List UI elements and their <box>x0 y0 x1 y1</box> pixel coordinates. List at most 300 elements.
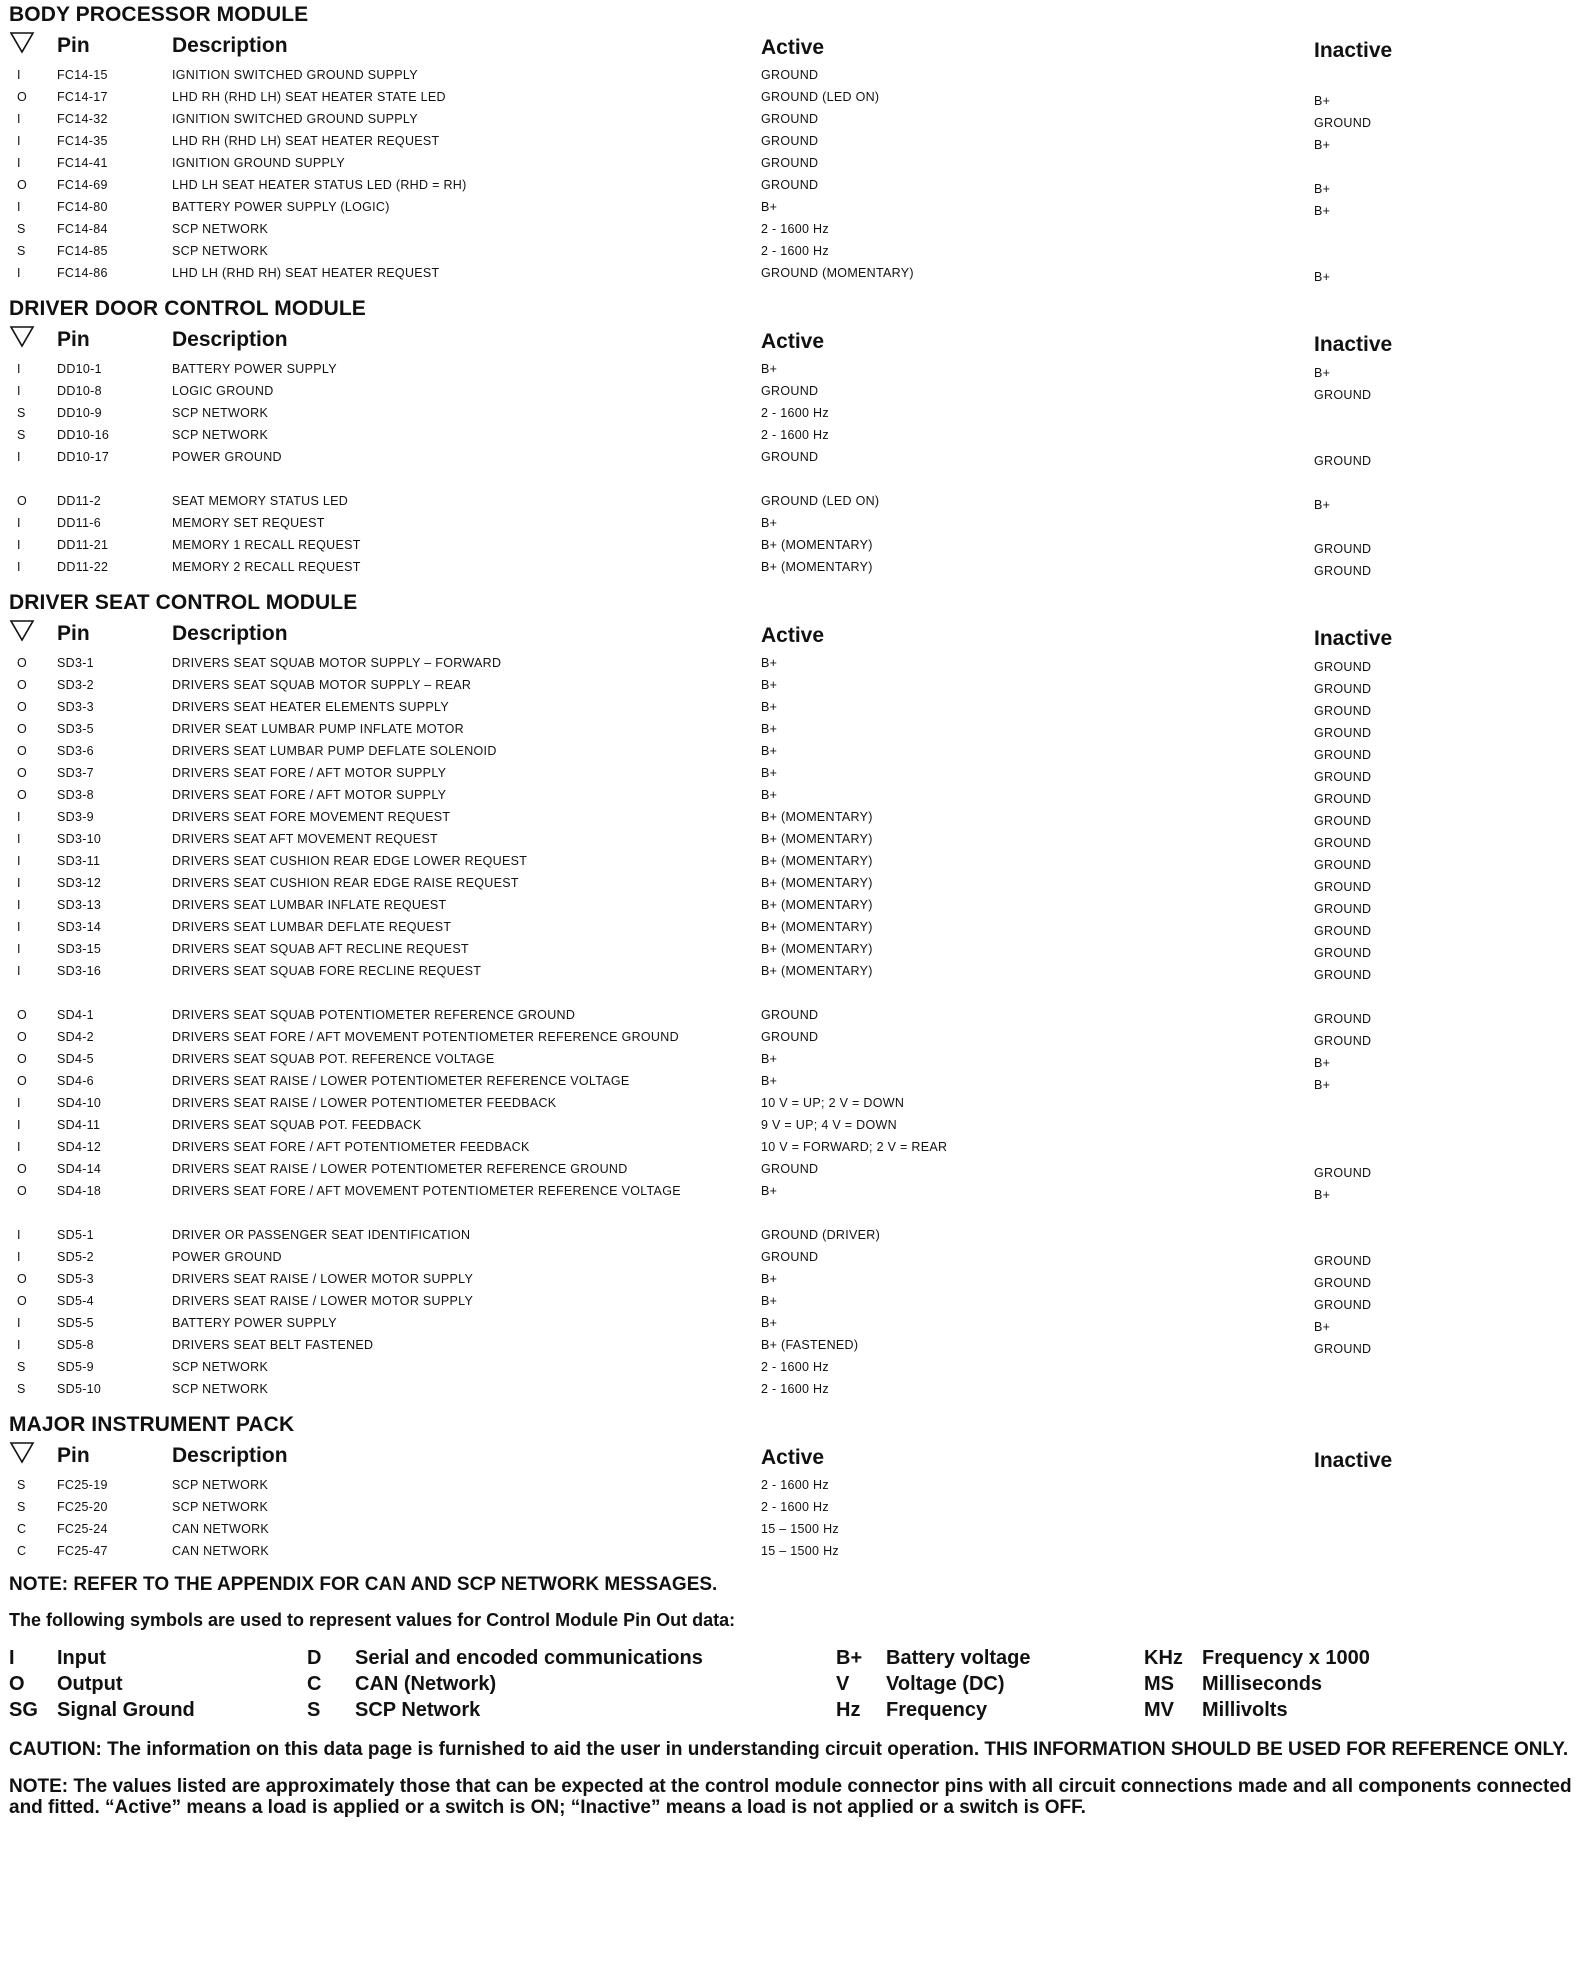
active-value: B+ (MOMENTARY) <box>761 560 873 574</box>
active-value: B+ <box>761 1316 778 1330</box>
table-row <box>9 916 1575 938</box>
legend-meaning: Milliseconds <box>1202 1673 1323 1695</box>
pin-description: DRIVERS SEAT FORE / AFT MOVEMENT POTENTIOMETER REFERENCE GROUND <box>172 1030 679 1044</box>
header-pin: Pin <box>57 328 90 351</box>
io-type: S <box>17 1382 26 1396</box>
module-section <box>9 588 1575 1400</box>
legend-symbol: I <box>9 1647 15 1669</box>
pin-id: FC14-80 <box>57 200 108 214</box>
table-row <box>9 402 1575 424</box>
pin-description: SCP NETWORK <box>172 244 269 258</box>
pin-id: SD3-16 <box>57 964 102 978</box>
pin-description: IGNITION GROUND SUPPLY <box>172 156 346 170</box>
pin-id: SD4-11 <box>57 1118 101 1132</box>
active-value: B+ <box>761 1052 778 1066</box>
io-type: I <box>17 266 21 280</box>
pin-description: DRIVERS SEAT SQUAB POT. REFERENCE VOLTAGE <box>172 1052 495 1066</box>
legend-item <box>9 1645 106 1671</box>
pin-description: DRIVERS SEAT FORE / AFT MOTOR SUPPLY <box>172 766 447 780</box>
io-type: I <box>17 854 21 868</box>
pin-description: MEMORY SET REQUEST <box>172 516 325 530</box>
pin-description: DRIVERS SEAT FORE / AFT POTENTIOMETER FEEDBACK <box>172 1140 530 1154</box>
table-row <box>9 872 1575 894</box>
header-pin: Pin <box>57 34 90 57</box>
active-value: B+ (MOMENTARY) <box>761 876 873 890</box>
legend-symbol: O <box>9 1673 25 1695</box>
legend-meaning: Frequency x 1000 <box>1202 1647 1370 1669</box>
active-value: 2 - 1600 Hz <box>761 428 829 442</box>
header-pin: Pin <box>57 1444 90 1467</box>
active-value: 2 - 1600 Hz <box>761 222 829 236</box>
table-row <box>9 1092 1575 1114</box>
pin-table <box>9 652 1575 1400</box>
inactive-value: B+ <box>1314 1056 1331 1070</box>
active-value: GROUND <box>761 156 819 170</box>
active-value: 9 V = UP; 4 V = DOWN <box>761 1118 897 1132</box>
legend-item <box>836 1697 987 1723</box>
active-value: B+ (MOMENTARY) <box>761 964 873 978</box>
pin-id: FC14-15 <box>57 68 108 82</box>
pin-table <box>9 1474 1575 1562</box>
active-value: B+ (MOMENTARY) <box>761 538 873 552</box>
pin-description: POWER GROUND <box>172 450 282 464</box>
legend-item <box>1144 1645 1370 1671</box>
pin-description: SCP NETWORK <box>172 1360 269 1374</box>
active-value: 2 - 1600 Hz <box>761 1382 829 1396</box>
pin-id: SD3-14 <box>57 920 102 934</box>
pin-description: DRIVERS SEAT RAISE / LOWER POTENTIOMETER REFERENCE GROUND <box>172 1162 628 1176</box>
active-value: B+ (MOMENTARY) <box>761 832 873 846</box>
table-row <box>9 784 1575 806</box>
legend-symbol: KHz <box>1144 1647 1183 1669</box>
io-type: O <box>17 1030 28 1044</box>
pin-description: DRIVERS SEAT AFT MOVEMENT REQUEST <box>172 832 438 846</box>
pin-description: POWER GROUND <box>172 1250 282 1264</box>
inactive-value: B+ <box>1314 94 1331 108</box>
legend-item <box>836 1671 1005 1697</box>
caution-text: CAUTION: The information on this data page is furnished to aid the user in understanding circuit operation. THIS INFORMATION SHOULD BE USED FOR REFERENCE ONLY. <box>9 1739 1569 1760</box>
pin-id: FC14-85 <box>57 244 108 258</box>
table-row <box>9 894 1575 916</box>
active-value: 10 V = FORWARD; 2 V = REAR <box>761 1140 948 1154</box>
inactive-value: GROUND <box>1314 1254 1372 1268</box>
pin-id: SD5-10 <box>57 1382 102 1396</box>
table-row <box>9 130 1575 152</box>
table-row <box>9 240 1575 262</box>
io-type: I <box>17 156 21 170</box>
io-type: O <box>17 678 28 692</box>
pin-description: BATTERY POWER SUPPLY <box>172 362 337 376</box>
pin-id: FC25-47 <box>57 1544 108 1558</box>
pin-id: SD3-1 <box>57 656 94 670</box>
table-row <box>9 534 1575 556</box>
active-value: 2 - 1600 Hz <box>761 1360 829 1374</box>
pin-id: FC25-20 <box>57 1500 108 1514</box>
module-title: BODY PROCESSOR MODULE <box>9 3 309 26</box>
pin-description: LHD LH SEAT HEATER STATUS LED (RHD = RH) <box>172 178 467 192</box>
pin-id: DD11-6 <box>57 516 101 530</box>
io-type: I <box>17 384 21 398</box>
legend-symbol: Hz <box>836 1699 861 1721</box>
pinout-page <box>9 0 1575 1818</box>
pin-table <box>9 358 1575 578</box>
pin-description: DRIVERS SEAT CUSHION REAR EDGE LOWER REQUEST <box>172 854 528 868</box>
inactive-value: GROUND <box>1314 1342 1372 1356</box>
io-type: I <box>17 450 21 464</box>
pin-description: LOGIC GROUND <box>172 384 274 398</box>
pin-id: FC25-19 <box>57 1478 108 1492</box>
pin-id: SD3-10 <box>57 832 102 846</box>
inactive-value: B+ <box>1314 204 1331 218</box>
pin-description: LHD LH (RHD RH) SEAT HEATER REQUEST <box>172 266 440 280</box>
pin-id: DD11-2 <box>57 494 101 508</box>
pin-description: DRIVER SEAT LUMBAR PUMP INFLATE MOTOR <box>172 722 464 736</box>
legend-meaning: Serial and encoded communications <box>355 1647 703 1669</box>
table-row <box>9 1312 1575 1334</box>
table-header <box>9 618 1575 652</box>
active-value: GROUND (LED ON) <box>761 494 880 508</box>
pin-description: BATTERY POWER SUPPLY <box>172 1316 337 1330</box>
legend-meaning: Output <box>57 1673 123 1695</box>
io-type: I <box>17 516 21 530</box>
pin-id: SD3-7 <box>57 766 94 780</box>
inactive-value: B+ <box>1314 182 1331 196</box>
pin-id: SD5-8 <box>57 1338 94 1352</box>
pin-description: SCP NETWORK <box>172 1382 269 1396</box>
pin-description: SCP NETWORK <box>172 1478 269 1492</box>
table-row <box>9 512 1575 534</box>
pin-description: DRIVERS SEAT HEATER ELEMENTS SUPPLY <box>172 700 450 714</box>
io-type: I <box>17 942 21 956</box>
active-value: B+ (MOMENTARY) <box>761 920 873 934</box>
table-row <box>9 86 1575 108</box>
pin-description: SCP NETWORK <box>172 406 269 420</box>
pin-id: SD3-5 <box>57 722 94 736</box>
active-value: B+ <box>761 744 778 758</box>
io-type: C <box>17 1522 27 1536</box>
active-value: B+ <box>761 1184 778 1198</box>
io-type: I <box>17 560 21 574</box>
active-value: 2 - 1600 Hz <box>761 406 829 420</box>
io-type: O <box>17 656 28 670</box>
pin-id: SD5-9 <box>57 1360 94 1374</box>
pin-description: IGNITION SWITCHED GROUND SUPPLY <box>172 68 418 82</box>
active-value: GROUND <box>761 1030 819 1044</box>
table-row <box>9 358 1575 380</box>
pin-description: DRIVERS SEAT RAISE / LOWER MOTOR SUPPLY <box>172 1272 474 1286</box>
inactive-value: B+ <box>1314 1188 1331 1202</box>
legend-item <box>307 1645 703 1671</box>
active-value: B+ <box>761 362 778 376</box>
io-type: I <box>17 898 21 912</box>
pin-id: SD3-9 <box>57 810 94 824</box>
inactive-value: B+ <box>1314 270 1331 284</box>
header-active: Active <box>761 330 825 353</box>
inactive-value: GROUND <box>1314 704 1372 718</box>
active-value: GROUND (DRIVER) <box>761 1228 881 1242</box>
table-row <box>9 1356 1575 1378</box>
table-row <box>9 1540 1575 1562</box>
io-type: O <box>17 1272 28 1286</box>
pin-id: SD4-10 <box>57 1096 102 1110</box>
inactive-value: GROUND <box>1314 726 1372 740</box>
table-row <box>9 262 1575 284</box>
pin-id: SD5-5 <box>57 1316 94 1330</box>
pin-id: DD10-16 <box>57 428 110 442</box>
pin-description: DRIVERS SEAT LUMBAR INFLATE REQUEST <box>172 898 447 912</box>
table-row <box>9 64 1575 86</box>
inactive-value: B+ <box>1314 366 1331 380</box>
pin-description: DRIVERS SEAT RAISE / LOWER POTENTIOMETER REFERENCE VOLTAGE <box>172 1074 630 1088</box>
table-row <box>9 828 1575 850</box>
pin-id: DD11-21 <box>57 538 109 552</box>
pin-description: BATTERY POWER SUPPLY (LOGIC) <box>172 200 390 214</box>
pin-description: CAN NETWORK <box>172 1544 270 1558</box>
io-type: I <box>17 1096 21 1110</box>
legend-symbol: MS <box>1144 1673 1174 1695</box>
io-type: S <box>17 222 26 236</box>
pin-id: DD10-17 <box>57 450 110 464</box>
sections-container <box>9 0 1575 1562</box>
pin-description: SEAT MEMORY STATUS LED <box>172 494 349 508</box>
pin-id: SD4-12 <box>57 1140 102 1154</box>
io-type: I <box>17 964 21 978</box>
legend-meaning: Signal Ground <box>57 1699 195 1721</box>
pin-description: DRIVERS SEAT SQUAB FORE RECLINE REQUEST <box>172 964 482 978</box>
table-row <box>9 938 1575 960</box>
pin-id: SD4-18 <box>57 1184 102 1198</box>
pin-description: DRIVERS SEAT FORE / AFT MOVEMENT POTENTIOMETER REFERENCE VOLTAGE <box>172 1184 681 1198</box>
io-type: S <box>17 1360 26 1374</box>
table-row <box>9 1268 1575 1290</box>
active-value: 10 V = UP; 2 V = DOWN <box>761 1096 905 1110</box>
header-inactive: Inactive <box>1314 333 1393 356</box>
inactive-value: GROUND <box>1314 880 1372 894</box>
active-value: B+ <box>761 656 778 670</box>
io-type: O <box>17 178 28 192</box>
io-type: I <box>17 200 21 214</box>
pin-description: DRIVERS SEAT FORE MOVEMENT REQUEST <box>172 810 451 824</box>
table-row <box>9 806 1575 828</box>
active-value: B+ (MOMENTARY) <box>761 854 873 868</box>
table-row <box>9 380 1575 402</box>
inactive-value: GROUND <box>1314 1276 1372 1290</box>
inactive-value: GROUND <box>1314 748 1372 762</box>
legend-item <box>9 1697 195 1723</box>
pin-id: SD5-2 <box>57 1250 94 1264</box>
legend-meaning: Frequency <box>886 1699 988 1721</box>
io-type: I <box>17 134 21 148</box>
table-row <box>9 1114 1575 1136</box>
pin-id: SD4-6 <box>57 1074 94 1088</box>
direction-triangle-icon <box>9 1440 35 1464</box>
inactive-value: GROUND <box>1314 946 1372 960</box>
io-type: S <box>17 244 26 258</box>
legend-item <box>836 1645 1031 1671</box>
inactive-value: GROUND <box>1314 660 1372 674</box>
io-type: O <box>17 766 28 780</box>
inactive-value: GROUND <box>1314 792 1372 806</box>
active-value: GROUND (MOMENTARY) <box>761 266 914 280</box>
active-value: 2 - 1600 Hz <box>761 1478 829 1492</box>
legend-symbol: B+ <box>836 1647 863 1669</box>
active-value: 2 - 1600 Hz <box>761 244 829 258</box>
header-description: Description <box>172 328 288 351</box>
pin-description: DRIVERS SEAT FORE / AFT MOTOR SUPPLY <box>172 788 447 802</box>
legend-item <box>9 1671 123 1697</box>
io-type: O <box>17 700 28 714</box>
header-description: Description <box>172 34 288 57</box>
active-value: B+ <box>761 200 778 214</box>
io-type: I <box>17 920 21 934</box>
inactive-value: GROUND <box>1314 388 1372 402</box>
active-value: GROUND <box>761 68 819 82</box>
table-row <box>9 762 1575 784</box>
pin-description: LHD RH (RHD LH) SEAT HEATER STATE LED <box>172 90 446 104</box>
pin-description: DRIVERS SEAT SQUAB MOTOR SUPPLY – FORWARD <box>172 656 502 670</box>
pin-table <box>9 64 1575 284</box>
pin-description: MEMORY 1 RECALL REQUEST <box>172 538 361 552</box>
io-type: C <box>17 1544 27 1558</box>
module-section <box>9 0 1575 284</box>
inactive-value: GROUND <box>1314 454 1372 468</box>
pin-id: SD4-5 <box>57 1052 94 1066</box>
legend-meaning: SCP Network <box>355 1699 481 1721</box>
io-type: I <box>17 1250 21 1264</box>
table-row <box>9 740 1575 762</box>
active-value: B+ <box>761 678 778 692</box>
header-description: Description <box>172 622 288 645</box>
module-title: DRIVER SEAT CONTROL MODULE <box>9 591 358 614</box>
pin-description: DRIVERS SEAT LUMBAR DEFLATE REQUEST <box>172 920 452 934</box>
table-row <box>9 490 1575 512</box>
io-type: I <box>17 1338 21 1352</box>
active-value: B+ (MOMENTARY) <box>761 898 873 912</box>
table-row <box>9 1224 1575 1246</box>
io-type: I <box>17 362 21 376</box>
pin-id: DD11-22 <box>57 560 109 574</box>
pin-description: DRIVERS SEAT SQUAB POT. FEEDBACK <box>172 1118 422 1132</box>
io-type: I <box>17 1228 21 1242</box>
pin-description: DRIVERS SEAT SQUAB MOTOR SUPPLY – REAR <box>172 678 472 692</box>
io-type: S <box>17 1478 26 1492</box>
table-row <box>9 1180 1575 1202</box>
header-active: Active <box>761 36 825 59</box>
io-type: I <box>17 112 21 126</box>
group-spacer <box>9 1202 1575 1224</box>
io-type: O <box>17 722 28 736</box>
values-note: NOTE: The values listed are approximately those that can be expected at the control module connector pins with all circuit connections made and all components connected and fitted. “Active” means a load is applied or a switch is ON; “Inactive” means a load is not applied or a switch is OFF. <box>9 1776 1572 1818</box>
header-active: Active <box>761 1446 825 1469</box>
pin-id: FC14-69 <box>57 178 108 192</box>
header-active: Active <box>761 624 825 647</box>
io-type: S <box>17 1500 26 1514</box>
pin-description: IGNITION SWITCHED GROUND SUPPLY <box>172 112 418 126</box>
active-value: GROUND <box>761 134 819 148</box>
table-row <box>9 446 1575 468</box>
direction-triangle-icon <box>9 618 35 642</box>
active-value: B+ <box>761 1272 778 1286</box>
pin-description: SCP NETWORK <box>172 222 269 236</box>
pin-id: FC25-24 <box>57 1522 108 1536</box>
active-value: 2 - 1600 Hz <box>761 1500 829 1514</box>
inactive-value: B+ <box>1314 1078 1331 1092</box>
pin-id: SD3-8 <box>57 788 94 802</box>
table-row <box>9 1378 1575 1400</box>
io-type: I <box>17 832 21 846</box>
table-row <box>9 960 1575 982</box>
module-section <box>9 1410 1575 1562</box>
table-row <box>9 850 1575 872</box>
legend-symbol: S <box>307 1699 321 1721</box>
pin-description: DRIVERS SEAT RAISE / LOWER POTENTIOMETER FEEDBACK <box>172 1096 557 1110</box>
io-type: I <box>17 810 21 824</box>
table-row <box>9 108 1575 130</box>
table-row <box>9 1070 1575 1092</box>
active-value: B+ <box>761 1074 778 1088</box>
pin-id: DD10-1 <box>57 362 102 376</box>
pin-description: LHD RH (RHD LH) SEAT HEATER REQUEST <box>172 134 440 148</box>
table-row <box>9 718 1575 740</box>
table-row <box>9 1496 1575 1518</box>
pin-id: DD10-9 <box>57 406 102 420</box>
table-row <box>9 1136 1575 1158</box>
pin-description: DRIVERS SEAT SQUAB AFT RECLINE REQUEST <box>172 942 469 956</box>
table-row <box>9 174 1575 196</box>
io-type: O <box>17 788 28 802</box>
pin-id: DD10-8 <box>57 384 102 398</box>
table-row <box>9 196 1575 218</box>
pin-description: DRIVER OR PASSENGER SEAT IDENTIFICATION <box>172 1228 471 1242</box>
table-row <box>9 674 1575 696</box>
inactive-value: GROUND <box>1314 1298 1372 1312</box>
io-type: I <box>17 538 21 552</box>
io-type: O <box>17 1074 28 1088</box>
io-type: I <box>17 68 21 82</box>
inactive-value: GROUND <box>1314 1034 1372 1048</box>
pin-id: SD3-15 <box>57 942 102 956</box>
legend-symbol: SG <box>9 1699 38 1721</box>
io-type: O <box>17 1052 28 1066</box>
pin-id: SD4-14 <box>57 1162 102 1176</box>
pin-id: FC14-17 <box>57 90 108 104</box>
legend-meaning: Input <box>57 1647 106 1669</box>
table-row <box>9 218 1575 240</box>
pin-id: FC14-35 <box>57 134 108 148</box>
table-row <box>9 1518 1575 1540</box>
pin-description: DRIVERS SEAT BELT FASTENED <box>172 1338 374 1352</box>
table-header <box>9 30 1575 64</box>
io-type: I <box>17 1118 21 1132</box>
pin-id: SD4-2 <box>57 1030 94 1044</box>
active-value: B+ (MOMENTARY) <box>761 942 873 956</box>
pin-description: DRIVERS SEAT RAISE / LOWER MOTOR SUPPLY <box>172 1294 474 1308</box>
pin-id: SD4-1 <box>57 1008 94 1022</box>
legend-item <box>1144 1697 1288 1723</box>
io-type: O <box>17 1184 28 1198</box>
active-value: B+ <box>761 722 778 736</box>
legend-symbol: C <box>307 1673 322 1695</box>
io-type: O <box>17 744 28 758</box>
io-type: O <box>17 90 28 104</box>
io-type: S <box>17 406 26 420</box>
inactive-value: GROUND <box>1314 924 1372 938</box>
module-title: MAJOR INSTRUMENT PACK <box>9 1413 295 1436</box>
inactive-value: GROUND <box>1314 542 1372 556</box>
table-row <box>9 652 1575 674</box>
inactive-value: B+ <box>1314 1320 1331 1334</box>
active-value: GROUND <box>761 450 819 464</box>
